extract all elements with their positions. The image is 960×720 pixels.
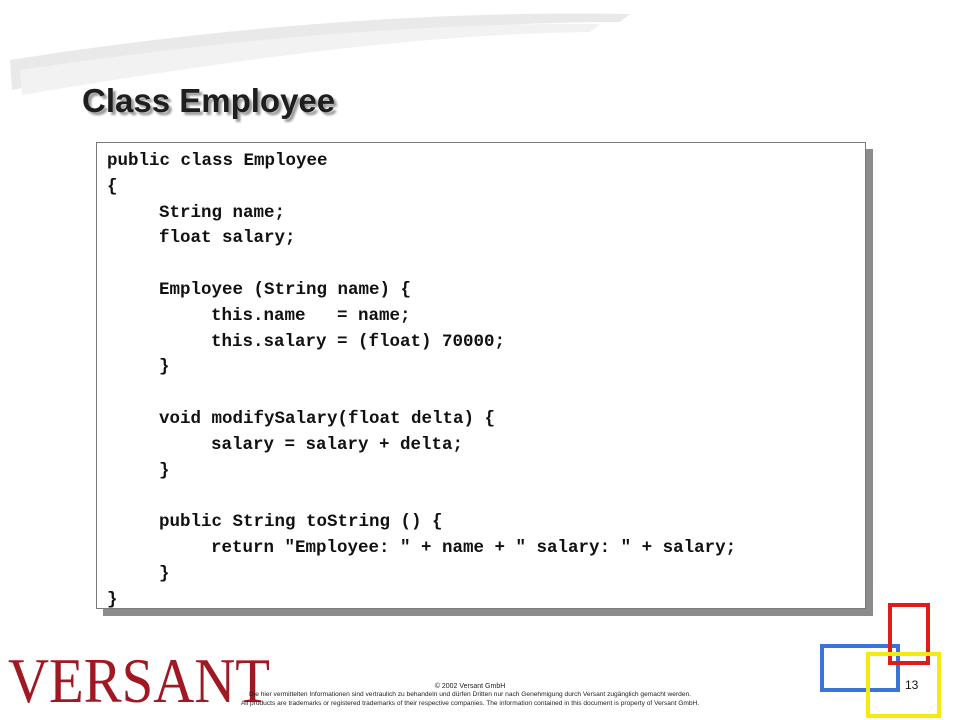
logo-wordmark: VERSANT [8,645,270,716]
code-line: this.name = name; [211,305,411,326]
footer-notice-en: All products are trademarks or registered trademarks of their respective companies. The information contained in this document is property of Versant GmbH. [240,699,700,707]
code-line: this.salary = (float) 70000; [211,331,506,352]
code-line: } [107,589,118,610]
code-line: return "Employee: " + name + " salary: " + salary; [211,537,737,558]
code-line [107,381,865,407]
code-box [96,142,866,609]
code-line: public String toString () { [159,512,443,533]
slide-title: Class Employee [82,82,336,119]
code-line [107,484,865,510]
code-line: { [107,176,118,197]
code-listing [107,149,865,613]
code-line: public class Employee [107,151,328,171]
footer-notice-de: Die hier vermittelten Informationen sind vertraulich zu behandeln und dürfen Dritten nur nach Genehmigung durch Versant zugänglich gemacht werden. [248,691,692,698]
code-line: } [159,357,170,378]
deco-yellow-square [866,652,941,718]
code-line [107,252,865,278]
footer-copyright: © 2002 Versant GmbH [434,683,506,690]
page-number: 13 [905,678,919,692]
code-line: void modifySalary(float delta) { [159,408,496,429]
code-line: } [159,460,170,481]
footer-legal [100,682,840,708]
code-line: float salary; [159,228,296,249]
code-line: salary = salary + delta; [211,434,464,455]
code-line: Employee (String name) { [159,279,412,300]
code-line: } [159,563,170,584]
code-line: String name; [159,202,286,223]
